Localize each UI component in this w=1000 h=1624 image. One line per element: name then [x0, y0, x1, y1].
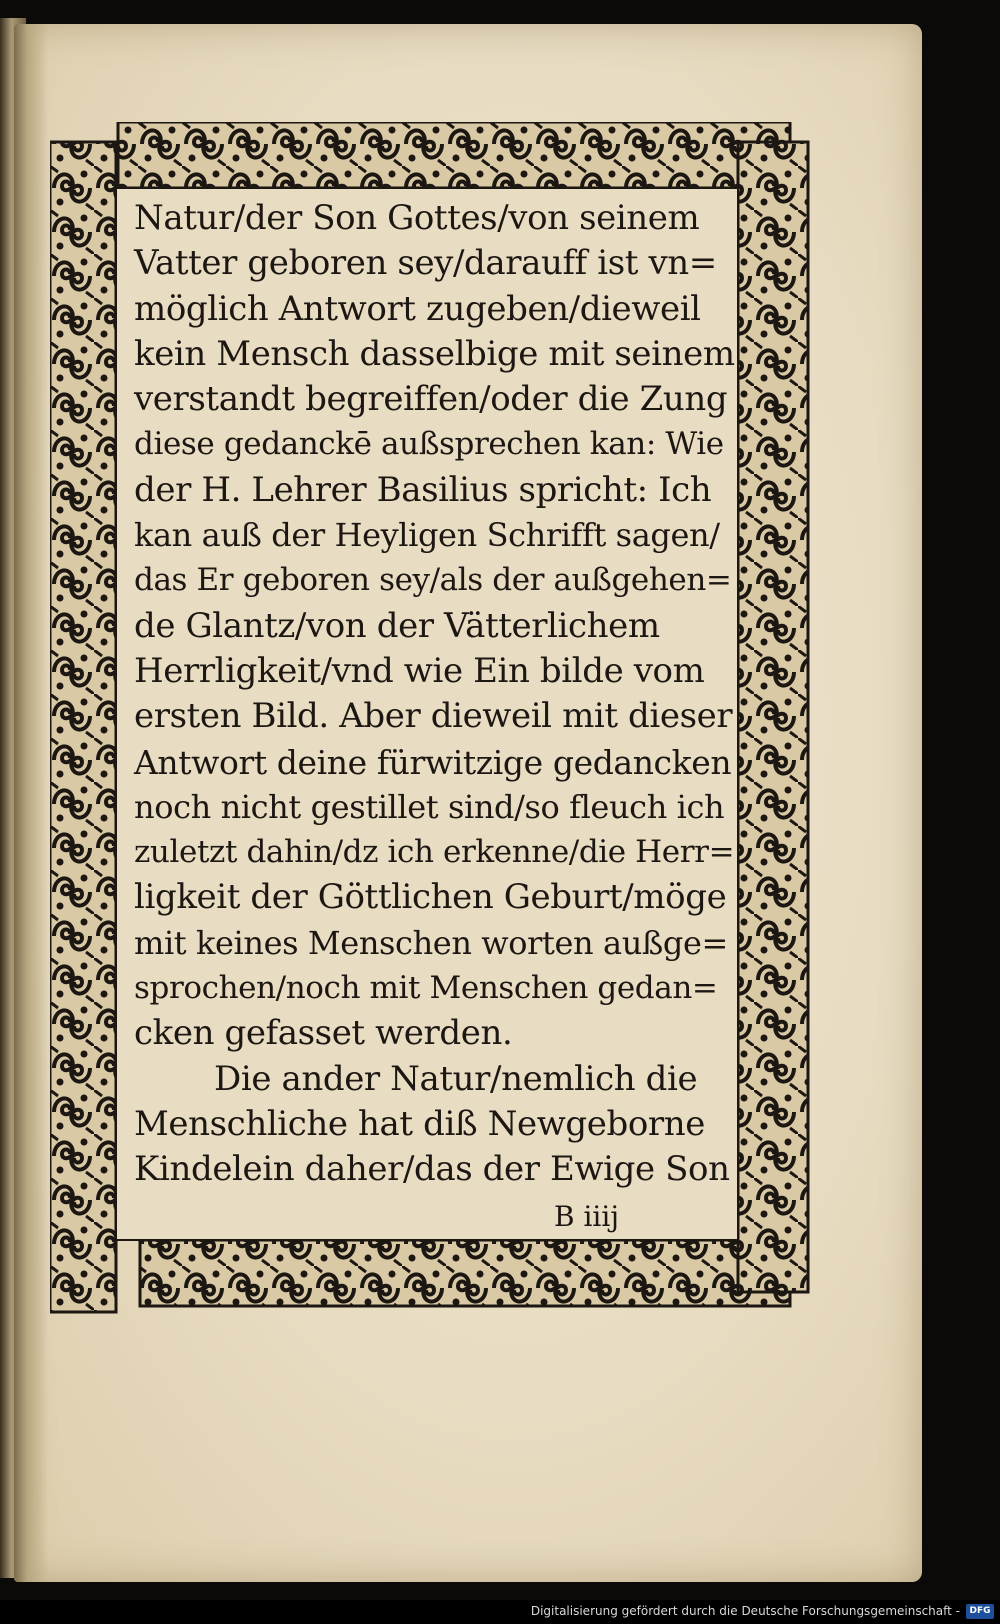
text-line: cken gefasset werden. [134, 1013, 513, 1054]
signature-mark: B iiij [554, 1200, 620, 1233]
text-line: de Glantz/von der Vätterlichem [134, 605, 660, 646]
page-gutter-shadow [14, 24, 48, 1582]
text-line: mit keines Menschen worten außge= [134, 923, 728, 962]
text-line: Vatter geboren sey/darauff ist vn= [134, 243, 717, 284]
text-line: zuletzt dahin/dz ich erkenne/die Herr= [134, 834, 735, 871]
text-line: diese gedanckē außsprechen kan: Wie [134, 426, 724, 463]
text-line: kan auß der Heyligen Schrifft sagen/ [134, 516, 720, 555]
text-line: Natur/der Son Gottes/von seinem [134, 198, 700, 238]
text-line: sprochen/noch mit Menschen gedan= [134, 970, 718, 1007]
text-line: verstandt begreiffen/oder die Zung [134, 379, 728, 420]
text-line: Menschliche hat diß Newgeborne [134, 1103, 705, 1144]
page-text [134, 196, 736, 1193]
dfg-logo: DFG [966, 1604, 994, 1619]
text-line: Herrligkeit/vnd wie Ein bilde vom [134, 650, 705, 691]
text-line: Die ander Natur/nemlich die [214, 1058, 698, 1099]
text-line: möglich Antwort zugeben/dieweil [134, 288, 701, 329]
digitization-footer [0, 1600, 1000, 1624]
text-line: Kindelein daher/das der Ewige Son [134, 1149, 730, 1190]
book-page [14, 24, 922, 1582]
footer-credit: Digitalisierung gefördert durch die Deutsche Forschungsgemeinschaft - [530, 1604, 960, 1618]
text-line: Antwort deine fürwitzige gedancken [134, 742, 732, 782]
text-line: ligkeit der Göttlichen Geburt/möge [134, 877, 727, 918]
text-line: kein Mensch dasselbige mit seinem [134, 333, 735, 374]
text-line: der H. Lehrer Basilius spricht: Ich [134, 469, 712, 510]
text-line: ersten Bild. Aber dieweil mit dieser [134, 696, 733, 737]
text-line: noch nicht gestillet sind/so fleuch ich [134, 787, 725, 826]
text-line: das Er geboren sey/als der außgehen= [134, 562, 732, 599]
